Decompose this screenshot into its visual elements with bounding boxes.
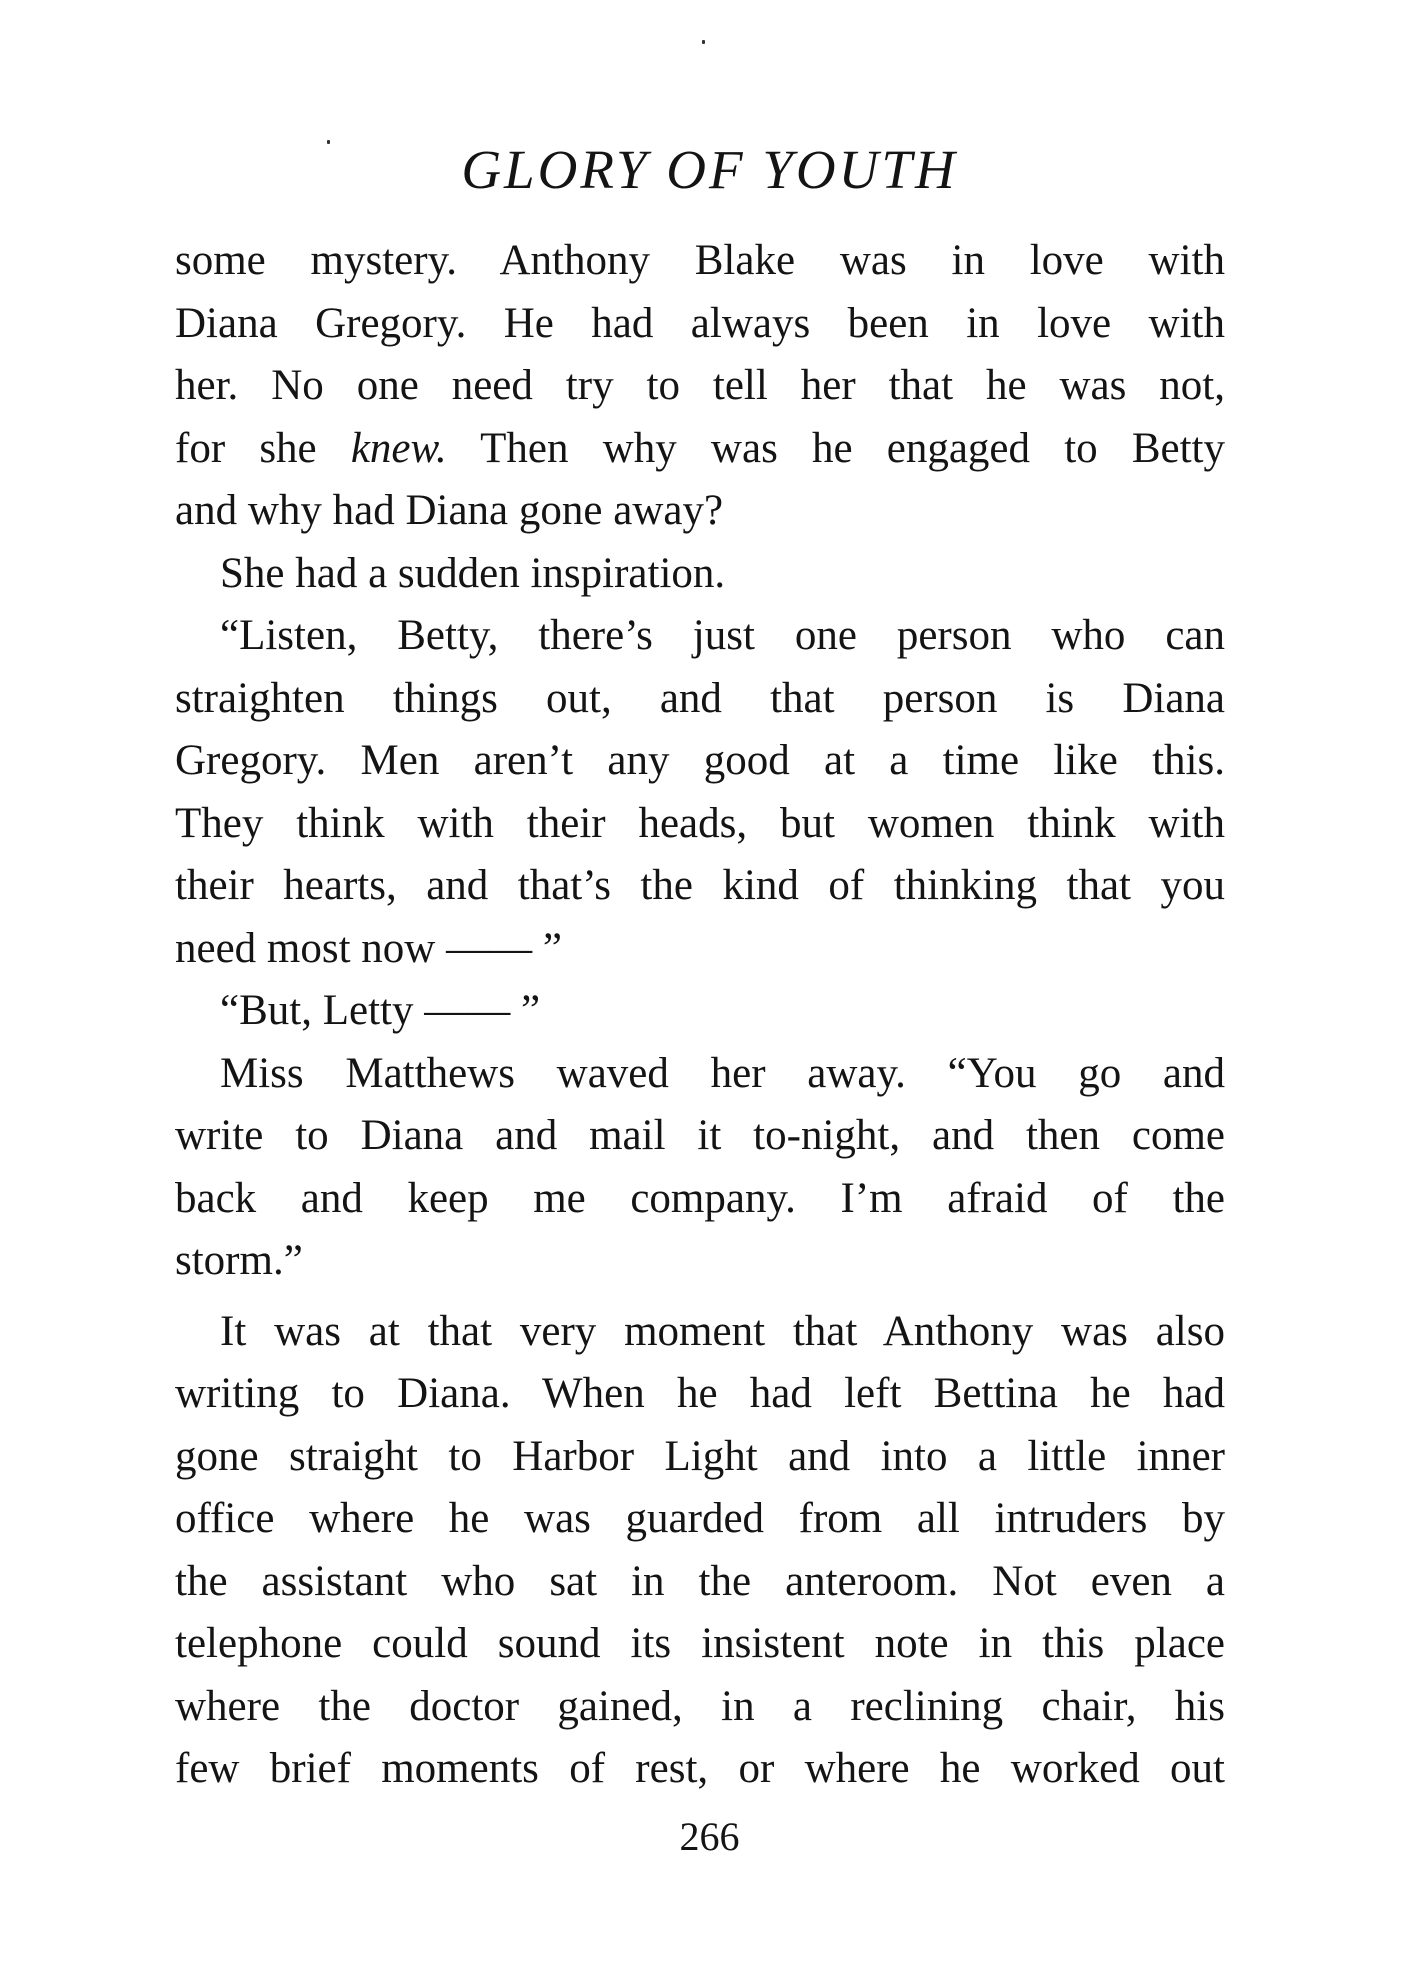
text-line: few brief moments of rest, or where he worked out (175, 1745, 1225, 1792)
text-line: “But, Letty —— ” (220, 987, 541, 1034)
text-line: some mystery. Anthony Blake was in love with (175, 237, 1225, 284)
body-text (175, 230, 1225, 1801)
text-run: Then why was he engaged to Betty (446, 424, 1225, 472)
italic-word: knew. (350, 424, 447, 472)
text-line (175, 418, 1225, 481)
text-line: straighten things out, and that person is Diana (175, 674, 1225, 722)
text-line: “Listen, Betty, there’s just one person who can (220, 612, 1225, 659)
running-head: GLORY OF YOUTH (461, 139, 958, 200)
text-line: office where he was guarded from all intruders by (175, 1495, 1225, 1542)
text-line: and why had Diana gone away? (175, 487, 724, 534)
text-line: writing to Diana. When he had left Bettina he had (175, 1370, 1225, 1417)
text-line: write to Diana and mail it to-night, and then come (175, 1112, 1225, 1159)
text-line: It was at that very moment that Anthony was also (220, 1307, 1225, 1355)
text-line: Diana Gregory. He had always been in love with (175, 299, 1225, 347)
paper-speck (702, 40, 705, 44)
text-line: Gregory. Men aren’t any good at a time like this. (175, 737, 1225, 784)
text-line: the assistant who sat in the anteroom. Not even a (175, 1557, 1225, 1605)
text-line: storm.” (175, 1237, 303, 1284)
text-line: their hearts, and that’s the kind of thinking that you (175, 862, 1225, 909)
text-run: for she (175, 424, 351, 472)
text-line: telephone could sound its insistent note in this place (175, 1620, 1225, 1667)
text-line: need most now —— ” (175, 924, 562, 972)
text-line: Miss Matthews waved her away. “You go and (220, 1049, 1225, 1097)
text-line: gone straight to Harbor Light and into a little inner (175, 1432, 1225, 1480)
text-line: back and keep me company. I’m afraid of the (175, 1174, 1225, 1222)
text-line: They think with their heads, but women think with (175, 799, 1225, 847)
text-line: where the doctor gained, in a reclining chair, his (175, 1682, 1225, 1730)
page-number: 266 (679, 1814, 740, 1859)
text-line: her. No one need try to tell her that he was not, (175, 362, 1225, 409)
text-line: She had a sudden inspiration. (220, 549, 726, 597)
